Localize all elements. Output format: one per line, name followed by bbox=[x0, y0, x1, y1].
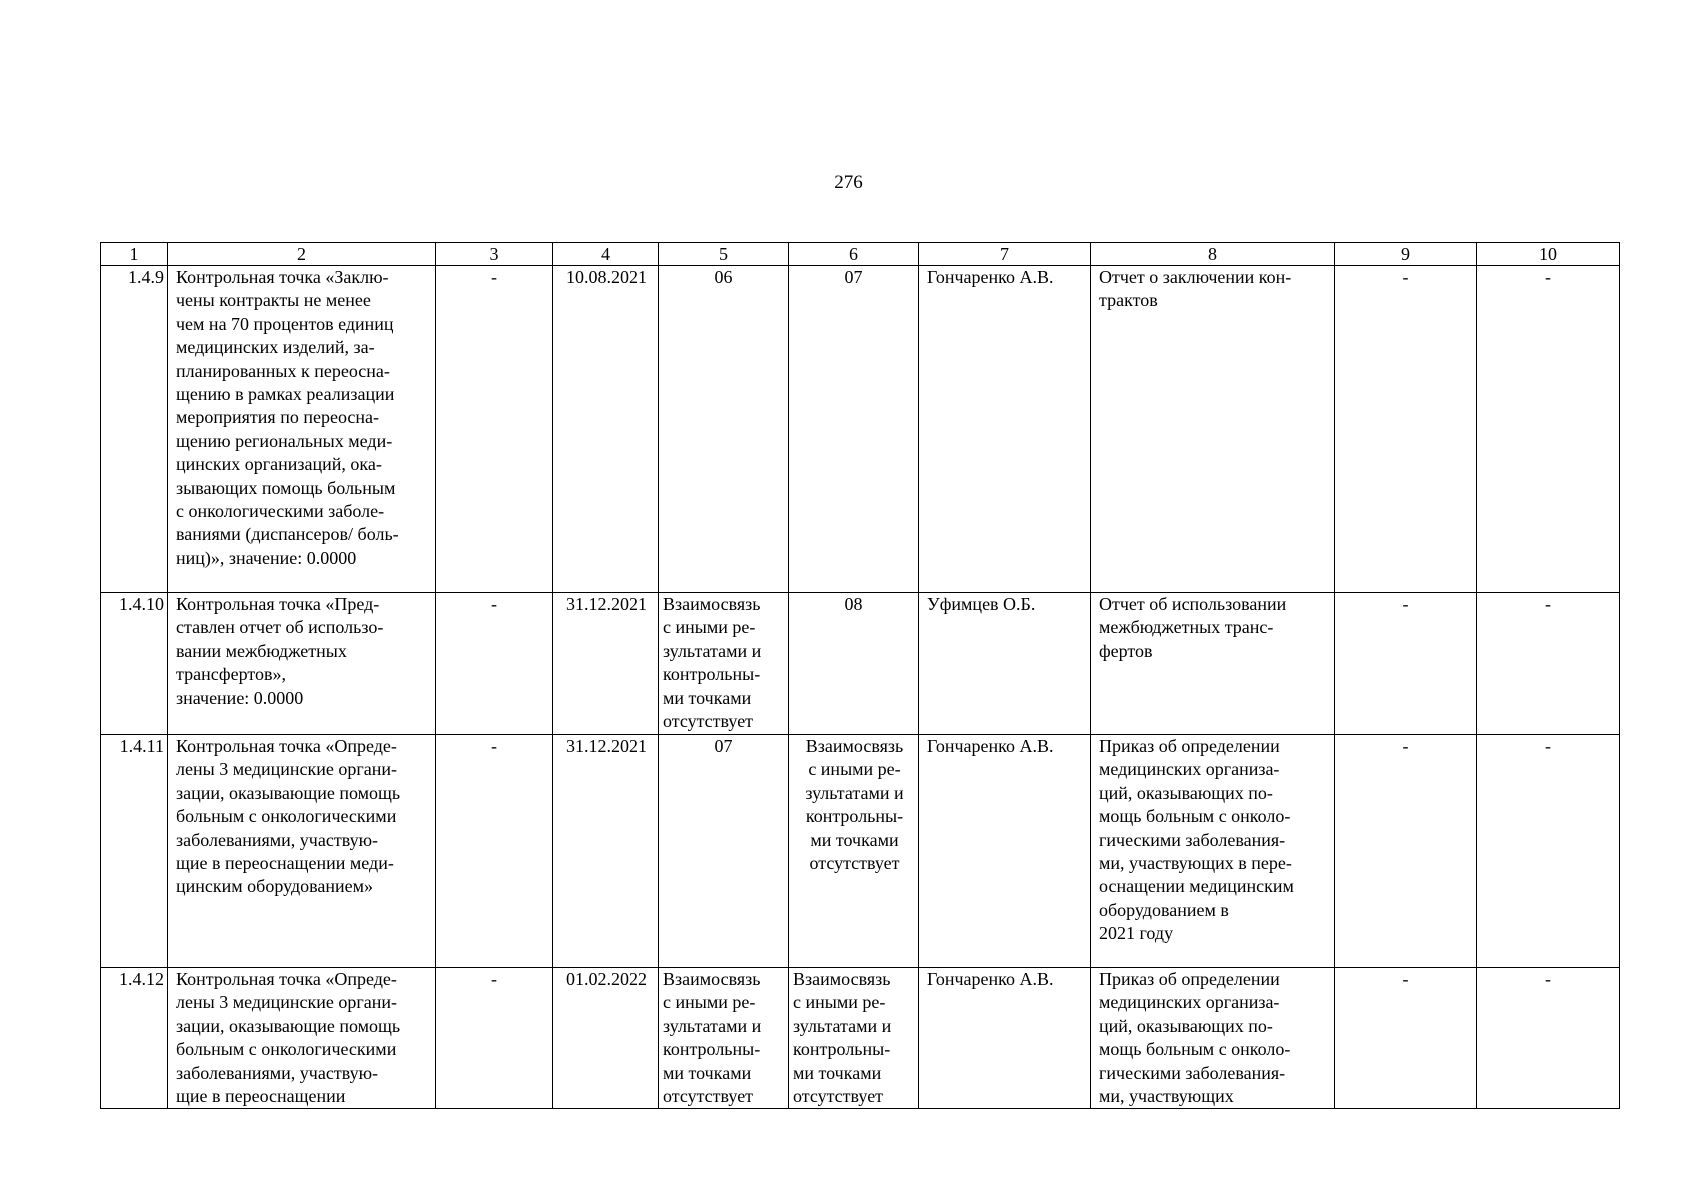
column-5-value bbox=[659, 735, 789, 968]
text-line: трансфертов», bbox=[176, 664, 286, 685]
text-line: зультатами и bbox=[793, 1015, 892, 1036]
text-line: оснащении медицинским bbox=[1099, 876, 1294, 897]
text-line: ций, оказывающих по- bbox=[1099, 782, 1273, 803]
text-line: медицинских изделий, за- bbox=[176, 337, 375, 358]
document-type bbox=[1091, 266, 1335, 593]
page-number: 276 bbox=[834, 172, 863, 193]
text-line: планированных к переосна- bbox=[176, 360, 390, 381]
document-type bbox=[1091, 735, 1335, 968]
text-line: с иными ре- bbox=[793, 992, 886, 1013]
text-line: Контрольная точка «Опреде- bbox=[176, 969, 397, 989]
text-line: гическими заболевания- bbox=[1099, 1062, 1286, 1083]
column-10-value: - bbox=[1477, 593, 1620, 735]
text-line: ми, участвующих в пере- bbox=[1099, 853, 1292, 874]
text-line: 07 bbox=[844, 267, 863, 287]
text-line: зывающих помощь больным bbox=[176, 477, 396, 498]
text-line: заболеваниями, участвую- bbox=[176, 829, 379, 850]
column-10-value: - bbox=[1477, 968, 1620, 1109]
column-number: 4 bbox=[553, 243, 659, 266]
column-5-value bbox=[659, 593, 789, 735]
text-line: с иными ре- bbox=[663, 617, 756, 638]
text-line: зации, оказывающие помощь bbox=[176, 1015, 401, 1036]
text-line: с иными ре- bbox=[663, 992, 756, 1013]
text-line: вании межбюджетных bbox=[176, 640, 347, 661]
text-line: Взаимосвязь bbox=[663, 594, 761, 614]
column-number: 8 bbox=[1091, 243, 1335, 266]
text-line: щие в переоснащении меди- bbox=[176, 853, 394, 874]
table-row bbox=[101, 593, 1620, 735]
text-line: контрольны- bbox=[805, 806, 904, 827]
column-number: 7 bbox=[919, 243, 1091, 266]
column-6-value bbox=[789, 968, 919, 1109]
column-number-row bbox=[101, 243, 1620, 266]
text-line: 06 bbox=[714, 267, 733, 287]
text-line: Приказ об определении bbox=[1099, 736, 1280, 756]
text-line: мероприятия по переосна- bbox=[176, 407, 380, 428]
table-row bbox=[101, 266, 1620, 593]
text-line: ниц)», значение: 0.0000 bbox=[176, 547, 357, 568]
text-line: зультатами и bbox=[805, 782, 904, 803]
responsible-person: Гончаренко А.В. bbox=[919, 266, 1091, 593]
text-line: с иными ре- bbox=[808, 759, 901, 780]
column-10-value: - bbox=[1477, 735, 1620, 968]
responsible-person: Гончаренко А.В. bbox=[919, 968, 1091, 1109]
text-line: 2021 году bbox=[1099, 923, 1174, 944]
column-number: 3 bbox=[436, 243, 553, 266]
text-line: больным с онкологическими bbox=[176, 1039, 397, 1060]
text-line: цинских организаций, ока- bbox=[176, 454, 382, 475]
text-line: с онкологическими заболе- bbox=[176, 501, 385, 522]
text-line: мощь больным с онколо- bbox=[1099, 1039, 1291, 1060]
text-line: чем на 70 процентов единиц bbox=[176, 313, 394, 334]
row-number: 1.4.9 bbox=[101, 266, 168, 593]
column-3-value: - bbox=[436, 968, 553, 1109]
row-number: 1.4.11 bbox=[101, 735, 168, 968]
column-9-value: - bbox=[1335, 266, 1477, 593]
text-line: зации, оказывающие помощь bbox=[176, 782, 401, 803]
column-9-value: - bbox=[1335, 735, 1477, 968]
row-number: 1.4.10 bbox=[101, 593, 168, 735]
text-line: отсутствует bbox=[663, 711, 754, 732]
responsible-person: Уфимцев О.Б. bbox=[919, 593, 1091, 735]
control-points-table bbox=[100, 242, 1620, 1109]
date-cell: 10.08.2021 bbox=[553, 266, 659, 593]
column-6-value bbox=[789, 266, 919, 593]
text-line: оборудованием в bbox=[1099, 899, 1229, 920]
table-row bbox=[101, 968, 1620, 1109]
text-line: больным с онкологическими bbox=[176, 806, 397, 827]
text-line: чены контракты не менее bbox=[176, 290, 371, 311]
text-line: Взаимосвязь bbox=[805, 736, 904, 756]
text-line: медицинских организа- bbox=[1099, 759, 1280, 780]
text-line: медицинских организа- bbox=[1099, 992, 1280, 1013]
column-9-value: - bbox=[1335, 968, 1477, 1109]
text-line: ставлен отчет об использо- bbox=[176, 617, 384, 638]
text-line: Отчет об использовании bbox=[1099, 594, 1287, 614]
column-10-value: - bbox=[1477, 266, 1620, 593]
column-number: 2 bbox=[168, 243, 436, 266]
text-line: отсутствует bbox=[663, 1086, 754, 1107]
text-line: гическими заболевания- bbox=[1099, 829, 1286, 850]
text-line: отсутствует bbox=[809, 853, 900, 874]
text-line: значение: 0.0000 bbox=[176, 687, 304, 708]
text-line: Контрольная точка «Пред- bbox=[176, 594, 380, 614]
row-number: 1.4.12 bbox=[101, 968, 168, 1109]
column-5-value bbox=[659, 968, 789, 1109]
text-line: Контрольная точка «Заклю- bbox=[176, 267, 389, 287]
column-number: 5 bbox=[659, 243, 789, 266]
text-line: Отчет о заключении кон- bbox=[1099, 267, 1292, 287]
text-line: Приказ об определении bbox=[1099, 969, 1280, 989]
column-3-value: - bbox=[436, 735, 553, 968]
text-line: межбюджетных транс- bbox=[1099, 617, 1274, 638]
text-line: ваниями (диспансеров/ боль- bbox=[176, 524, 399, 545]
text-line: щению в рамках реализации bbox=[176, 384, 395, 405]
column-number: 6 bbox=[789, 243, 919, 266]
text-line: 08 bbox=[844, 594, 863, 614]
text-line: 07 bbox=[714, 736, 733, 756]
text-line: контрольны- bbox=[663, 1039, 761, 1060]
text-line: контрольны- bbox=[663, 664, 761, 685]
column-6-value bbox=[789, 593, 919, 735]
text-line: ми точками bbox=[793, 1062, 882, 1083]
text-line: зультатами и bbox=[663, 1015, 762, 1036]
text-line: трактов bbox=[1099, 290, 1158, 311]
text-line: ми точками bbox=[663, 1062, 752, 1083]
text-line: лены 3 медицинские органи- bbox=[176, 992, 398, 1013]
text-line: ми, участвующих bbox=[1099, 1086, 1234, 1107]
column-number: 10 bbox=[1477, 243, 1620, 266]
text-line: Контрольная точка «Опреде- bbox=[176, 736, 397, 756]
text-line: отсутствует bbox=[793, 1086, 884, 1107]
date-cell: 31.12.2021 bbox=[553, 735, 659, 968]
text-line: фертов bbox=[1099, 640, 1153, 661]
column-3-value: - bbox=[436, 593, 553, 735]
control-point-description bbox=[168, 968, 436, 1109]
text-line: цинским оборудованием» bbox=[176, 876, 373, 897]
text-line: мощь больным с онколо- bbox=[1099, 806, 1291, 827]
text-line: ций, оказывающих по- bbox=[1099, 1015, 1273, 1036]
control-point-description bbox=[168, 735, 436, 968]
document-type bbox=[1091, 968, 1335, 1109]
text-line: щие в переоснащении bbox=[176, 1086, 346, 1107]
control-point-description bbox=[168, 593, 436, 735]
text-line: Взаимосвязь bbox=[793, 969, 891, 989]
column-5-value bbox=[659, 266, 789, 593]
text-line: Взаимосвязь bbox=[663, 969, 761, 989]
date-cell: 01.02.2022 bbox=[553, 968, 659, 1109]
document-type bbox=[1091, 593, 1335, 735]
text-line: лены 3 медицинские органи- bbox=[176, 759, 398, 780]
text-line: контрольны- bbox=[793, 1039, 891, 1060]
column-number: 1 bbox=[101, 243, 168, 266]
column-number: 9 bbox=[1335, 243, 1477, 266]
column-3-value: - bbox=[436, 266, 553, 593]
control-point-description bbox=[168, 266, 436, 593]
column-6-value bbox=[789, 735, 919, 968]
table-row bbox=[101, 735, 1620, 968]
text-line: заболеваниями, участвую- bbox=[176, 1062, 379, 1083]
text-line: щению региональных меди- bbox=[176, 430, 393, 451]
text-line: зультатами и bbox=[663, 640, 762, 661]
responsible-person: Гончаренко А.В. bbox=[919, 735, 1091, 968]
column-9-value: - bbox=[1335, 593, 1477, 735]
text-line: ми точками bbox=[663, 687, 752, 708]
text-line: ми точками bbox=[810, 829, 899, 850]
date-cell: 31.12.2021 bbox=[553, 593, 659, 735]
